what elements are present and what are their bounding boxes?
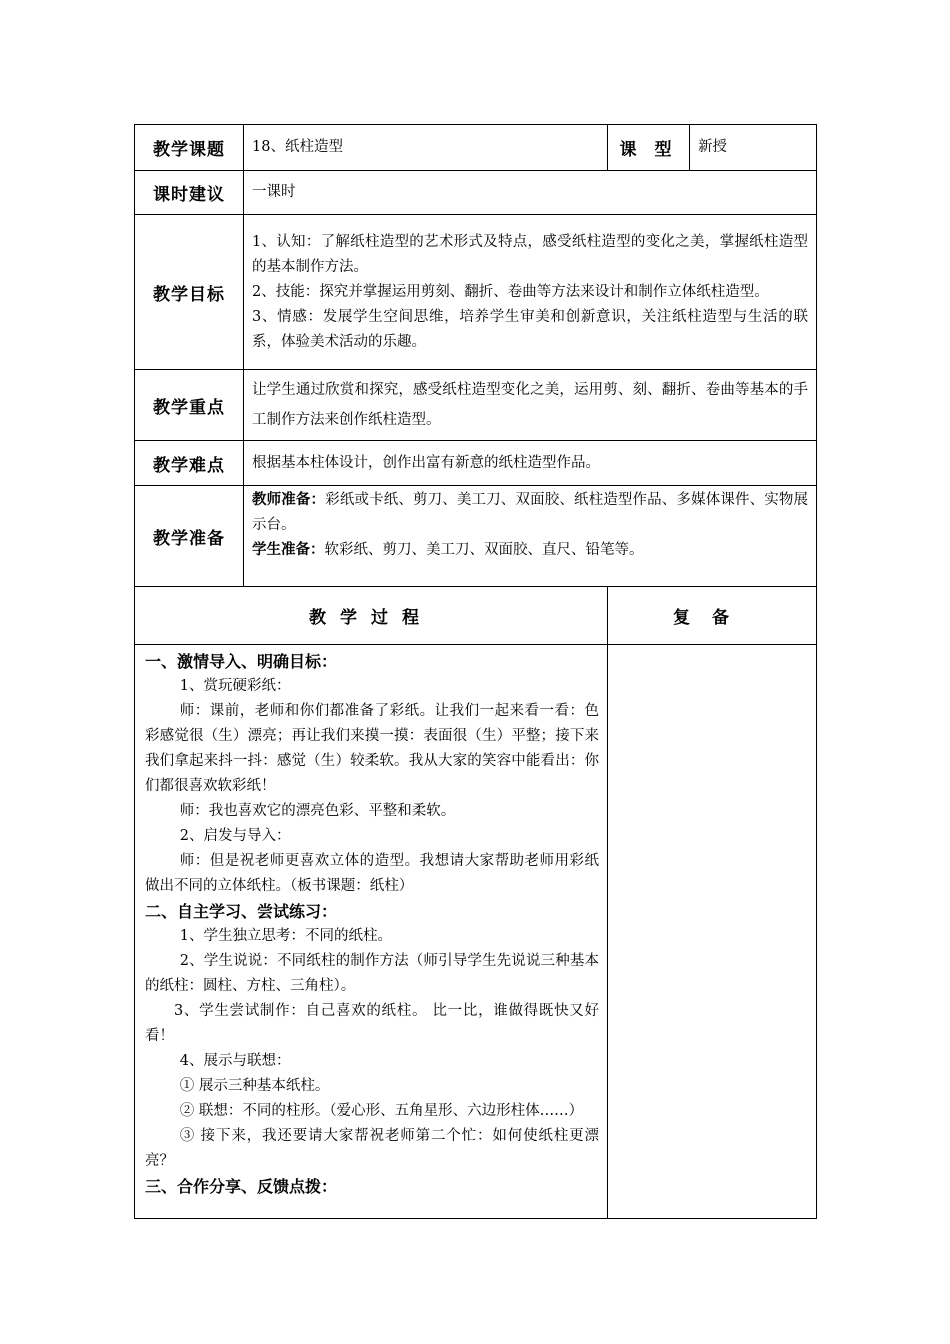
prep-label: 教学准备 bbox=[135, 486, 244, 587]
student-prep bbox=[252, 538, 808, 563]
process-line: 4、展示与联想： bbox=[179, 1053, 291, 1069]
review-notes-cell bbox=[608, 645, 817, 1219]
row-process-body bbox=[135, 645, 817, 1219]
process-line: 师：课前，老师和你们都准备了彩纸。让我们一起来看一看：色彩感觉很（生）漂亮；再让我们来摸一摸：表面很（生）平整；接下来我们拿起来抖一抖：感觉（生）较柔软。我从大家的笑容中能看出：你们都很喜欢软彩纸！ bbox=[145, 703, 599, 794]
topic-label: 教学课题 bbox=[135, 125, 244, 171]
row-goals bbox=[135, 215, 817, 370]
process-line: ① 展示三种基本纸柱。 bbox=[179, 1078, 330, 1094]
lesson-plan-document bbox=[134, 124, 816, 1219]
process-line: 1、学生独立思考：不同的纸柱。 bbox=[179, 928, 393, 944]
goal-item: 3、情感：发展学生空间思维，培养学生审美和创新意识，关注纸柱造型与生活的联系，体验美术活动的乐趣。 bbox=[252, 308, 808, 350]
row-hours bbox=[135, 171, 817, 215]
goals-label: 教学目标 bbox=[135, 215, 244, 370]
process-line: ② 联想：不同的柱形。（爱心形、五角星形、六边形柱体……） bbox=[179, 1103, 584, 1119]
goal-item: 2、技能：探究并掌握运用剪刻、翻折、卷曲等方法来设计和制作立体纸柱造型。 bbox=[252, 283, 769, 300]
teacher-prep-text: 彩纸或卡纸、剪刀、美工刀、双面胶、纸柱造型作品、多媒体课件、实物展示台。 bbox=[252, 492, 809, 533]
row-topic bbox=[135, 125, 817, 171]
difficulty-value: 根据基本柱体设计，创作出富有新意的纸柱造型作品。 bbox=[244, 441, 817, 486]
row-process-header bbox=[135, 587, 817, 645]
row-difficulty bbox=[135, 441, 817, 486]
row-key-points bbox=[135, 370, 817, 441]
prep-value bbox=[244, 486, 817, 587]
goals-value bbox=[244, 215, 817, 370]
hours-label: 课时建议 bbox=[135, 171, 244, 215]
process-content bbox=[135, 645, 608, 1219]
lesson-plan-table bbox=[134, 124, 817, 1219]
section-title: 二、自主学习、尝试练习： bbox=[145, 902, 338, 921]
student-prep-text: 软彩纸、剪刀、美工刀、双面胶、直尺、铅笔等。 bbox=[324, 542, 644, 558]
teacher-prep bbox=[252, 488, 808, 538]
process-line: 师：但是祝老师更喜欢立体的造型。我想请大家帮助老师用彩纸做出不同的立体纸柱。（板书课题：纸柱） bbox=[145, 853, 599, 894]
process-line: 3、学生尝试制作：自己喜欢的纸柱。 比一比，谁做得既快又好看！ bbox=[145, 1003, 599, 1044]
process-header: 教学过程 bbox=[135, 587, 608, 645]
section-title: 三、合作分享、反馈点拨： bbox=[145, 1177, 338, 1196]
section-title: 一、激情导入、明确目标： bbox=[145, 652, 338, 671]
process-line: ③ 接下来，我还要请大家帮祝老师第二个忙：如何使纸柱更漂亮？ bbox=[145, 1128, 599, 1169]
key-points-label: 教学重点 bbox=[135, 370, 244, 441]
type-label: 课 型 bbox=[608, 125, 690, 171]
hours-value: 一课时 bbox=[244, 171, 817, 215]
process-line: 1、赏玩硬彩纸： bbox=[179, 678, 291, 694]
goal-item: 1、认知：了解纸柱造型的艺术形式及特点，感受纸柱造型的变化之美，掌握纸柱造型的基本制作方法。 bbox=[252, 233, 808, 275]
student-prep-label: 学生准备： bbox=[252, 542, 325, 558]
row-prep bbox=[135, 486, 817, 587]
process-line: 师：我也喜欢它的漂亮色彩、平整和柔软。 bbox=[179, 803, 456, 819]
topic-value: 18、纸柱造型 bbox=[244, 125, 608, 171]
difficulty-label: 教学难点 bbox=[135, 441, 244, 486]
process-line: 2、启发与导入： bbox=[179, 828, 291, 844]
review-header: 复备 bbox=[608, 587, 817, 645]
type-value: 新授 bbox=[690, 125, 817, 171]
teacher-prep-label: 教师准备： bbox=[252, 492, 326, 508]
key-points-value bbox=[244, 370, 817, 441]
key-points-text: 让学生通过欣赏和探究，感受纸柱造型变化之美，运用剪、刻、翻折、卷曲等基本的手工制作方法来创作纸柱造型。 bbox=[252, 382, 808, 428]
process-line: 2、学生说说：不同纸柱的制作方法（师引导学生先说说三种基本的纸柱：圆柱、方柱、三角柱）。 bbox=[145, 953, 599, 994]
